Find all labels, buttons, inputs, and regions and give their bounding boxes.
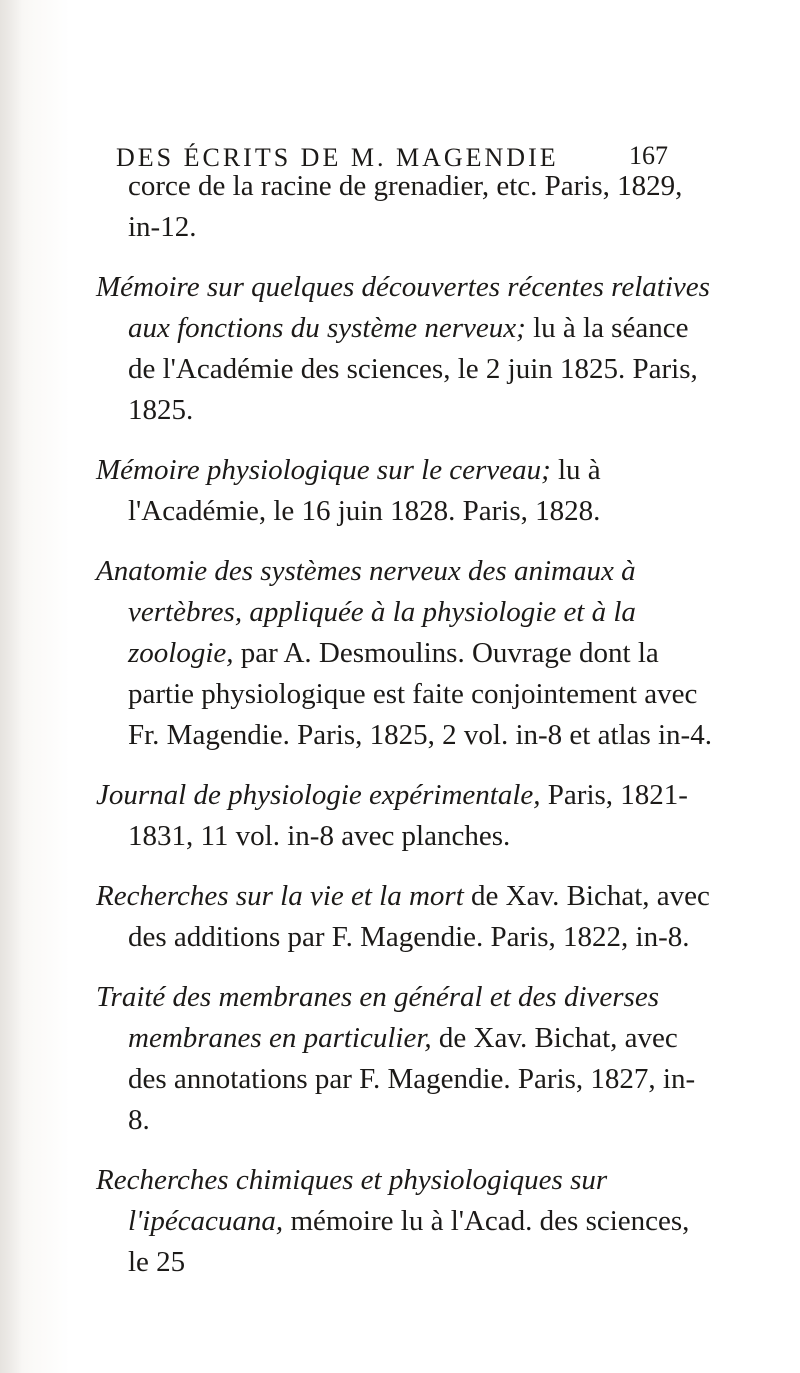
bibliography-entry — [96, 977, 716, 1141]
entry-text: lu à la séance de l'Académie des sciences, le 2 juin 1825. Paris, 1825. — [128, 312, 698, 426]
bibliography-entry — [96, 551, 716, 756]
entry-text: Paris, 1821-1831, 11 vol. in-8 avec planches. — [128, 779, 688, 852]
entry-title: Recherches chimiques et physiologiques sur l'ipécacuana, — [96, 1164, 608, 1237]
bibliography-entry — [96, 1160, 716, 1283]
bibliography-entry — [96, 166, 716, 248]
entry-text: mémoire lu à l'Acad. des sciences, le 25 — [128, 1205, 690, 1278]
entry-title: Mémoire sur quelques découvertes récentes relatives aux fonctions du système nerveux; — [96, 271, 710, 344]
bibliography-entry — [96, 450, 716, 532]
running-title: DES ÉCRITS DE M. MAGENDIE — [116, 143, 559, 172]
entry-text: par A. Desmoulins. Ouvrage dont la partie physiologique est faite conjointement avec Fr. Magendie. Paris, 1825, 2 vol. in-8 et atlas in-4. — [128, 637, 712, 751]
entry-text: lu à l'Académie, le 16 juin 1828. Paris, 1828. — [128, 454, 601, 527]
entry-text: corce de la racine de grenadier, etc. Paris, 1829, in-12. — [128, 170, 683, 243]
bibliography-entry — [96, 267, 716, 431]
bibliography-list — [96, 166, 716, 1302]
entry-title: Mémoire physiologique sur le cerveau; — [96, 454, 551, 486]
bibliography-entry — [96, 775, 716, 857]
gutter-shadow — [0, 0, 22, 1373]
page-number: 167 — [629, 141, 668, 170]
bibliography-entry — [96, 876, 716, 958]
entry-text: de Xav. Bichat, avec des additions par F. Magendie. Paris, 1822, in-8. — [128, 880, 710, 953]
entry-title: Journal de physiologie expérimentale, — [96, 779, 541, 811]
entry-title: Recherches sur la vie et la mort — [96, 880, 464, 912]
entry-title: Traité des membranes en général et des diverses membranes en particulier, — [96, 981, 659, 1054]
entry-text: de Xav. Bichat, avec des annotations par F. Magendie. Paris, 1827, in-8. — [128, 1022, 696, 1136]
entry-title: Anatomie des systèmes nerveux des animaux à vertèbres, appliquée à la physiologie et à la zoologie, — [96, 555, 636, 669]
